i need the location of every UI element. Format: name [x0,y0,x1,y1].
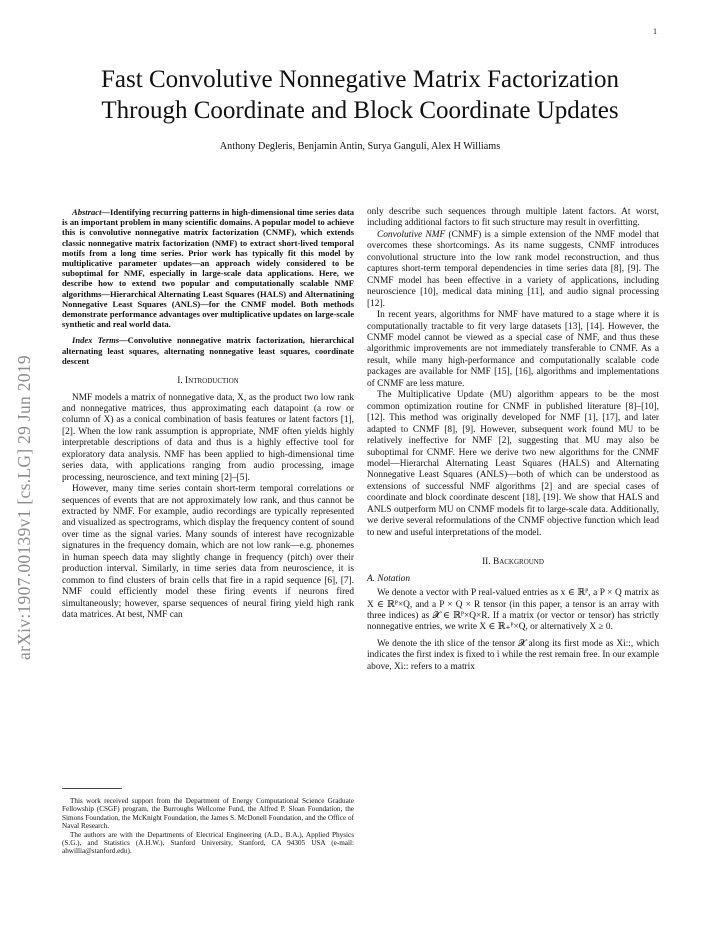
index-terms-text: —Convolutive nonnegative matrix factorization, hierarchical alternating least squares, alternating nonnegative least squares, coordinate descent [62,335,354,366]
footnote-rule [62,788,122,789]
title-line-1: Fast Convolutive Nonnegative Matrix Factorization [101,66,619,93]
arxiv-side-stamp: arXiv:1907.00139v1 [cs.LG] 29 Jun 2019 [14,355,34,660]
cnmf-term: Convolutive NMF [377,229,446,240]
section-heading-introduction: I. Introduction [177,376,239,387]
notation-paragraph-2: We denote the ith slice of the tensor 𝓧 along its first mode as Xi::, which indicates the first index is fixed to i while the rest remain free. In our example above, Xi:: refers to a matrix [367,638,659,672]
paper-title [40,64,680,126]
title-line-2: Through Coordinate and Block Coordinate Updates [101,97,619,124]
intro-paragraph-6: The Multiplicative Update (MU) algorithm appears to be the most common optimization routine for CNMF in published literature [8]–[10], [12]. This method was originally developed for NMF [1], [17], and later adapted to CNMF [8], [9]. However, subsequent work found MU to be relatively ineffective for NMF [2], suggesting that MU may also be suboptimal for CNMF. Here we derive two new algorithms for the CNMF model—Hierarchal Alternating Least Squares (HALS) and Alternating Nonnegative Least Squares (ANLS)—both of which can be understood as extensions of successful NMF algorithms [2] and are special cases of coordinate and block coordinate descent [18], [19]. We show that HALS and ANLS outperform MU on CNMF models fit to large-scale data. Additionally, we derive several reformulations of the CNMF objective function which lead to new and useful interpretations of the model. [367,390,659,538]
intro-paragraph-1: NMF models a matrix of nonnegative data, X, as the product two low rank and nonnegative matrices, thus approximating each datapoint (a row or column of X) as a conical combination of basis features or latent factors [1], [2]. When the low rank assumption is appropriate, NMF often yields highly interpretable descriptions of data and thus is a highly effective tool for exploratory data analysis. NMF has been applied to high-dimensional time series data, with applications ranging from audio processing, image processing, neuroscience, and text mining [2]–[5]. [62,392,354,483]
page-number: 1 [653,27,657,36]
index-terms-label: Index Terms [72,335,120,346]
subsection-heading-notation: A. Notation [367,573,411,584]
left-column [62,207,354,622]
intro-paragraph-5: In recent years, algorithms for NMF have matured to a stage where it is computationally tractable to fit very large datasets [13], [14]. However, the CNMF model cannot be viewed as a special case of NMF, and thus these algorithmic improvements are not immediately transferable to CNMF. As a result, while many high-performance and computationally scalable code packages are available for NMF [15], [16], algorithms and implementations of CNMF are less mature. [367,310,659,389]
abstract-label: Abstract [72,207,102,217]
footnote-affiliations: The authors are with the Departments of Electrical Engineering (A.D., B.A.), Applied Physics (S.G.), and Statistics (A.H.W.), Stanford University, Stanford, CA 94305 USA (e-mail: ahwillia@stanford.edu). [62,830,354,856]
abstract-text: —Identifying recurring patterns in high-dimensional time series data is an important problem in many scientific domains. A popular model to achieve this is convolutive nonnegative matrix factorization (CNMF), which extends classic nonnegative matrix factorization (NMF) to extract short-lived temporal motifs from a long time series. Prior work has typically fit this model by multiplicative parameter updates—an approach widely considered to be suboptimal for NMF, especially in large-scale data applications. Here, we describe how to extend two popular and computationally scalable NMF algorithms—Hierarchical Alternating Least Squares (HALS) and Alternatining Nonnegative Least Squares (ANLS)—for the CNMF model. Both methods demonstrate performance advantages over multiplicative updates on large-scale synthetic and real world data. [62,207,354,330]
notation-paragraph-1: We denote a vector with P real-valued entries as x ∈ ℝᴾ, a P × Q matrix as X ∈ ℝᴾ×Q, and a P × Q × R tensor (in this paper, a tensor is an array with three indices) as 𝓧 ∈ ℝᴾ×Q×R. If a matrix (or vector or tensor) has strictly nonnegative entries, we write X ∈ ℝ₊ᴾ×Q, or alternatively X ≥ 0. [367,588,659,633]
intro-paragraph-4-text: (CNMF) is a simple extension of the NMF model that overcomes these shortcomings. As its name suggests, CNMF introduces convolutional structure into the low rank model reconstruction, and thus captures short-term temporal dependencies in time series data [8], [9]. The CNMF model has been effective in a variety of applications, including neuroscience [10], medical data mining [11], and audio signal processing [12]. [367,229,659,309]
abstract-block [62,207,354,366]
right-column [367,207,659,673]
intro-paragraph-3: only describe such sequences through multiple latent factors. At worst, including additional factors to fit such structure may result in overfitting. [367,207,659,229]
intro-paragraph-2: However, many time series contain short-term temporal correlations or sequences of events that are not approximately low rank, and thus cannot be extracted by NMF. For example, audio recordings are typically represented and visualized as spectrograms, which display the frequency content of sound over time as the signal varies. Many sounds of interest have recognizable signatures in the frequency domain, which are not low rank—e.g. phonemes in human speech data may slightly change in frequency (pitch) over their production interval. Similarly, in time series data from neuroscience, it is common to find clusters of brain cells that fire in a rapid sequence [6], [7]. NMF could efficiently model these firing events if neurons fired simultaneously; however, sparse sequences of neural firing yield high rank data matrices. At best, NMF can [62,484,354,621]
footnotes [62,797,354,856]
intro-paragraph-4 [367,230,659,310]
footnote-funding: This work received support from the Department of Energy Computational Science Graduate Fellowship (CSGF) program, the Burroughs Wellcome Fund, the Alfred P. Sloan Foundation, the Simons Foundation, the McKnight Foundation, the James S. McDonell Foundation, and the Office of Naval Research. [62,797,354,831]
index-terms-paragraph [62,335,354,366]
section-heading-background: II. Background [482,557,544,568]
abstract-paragraph [62,207,354,329]
author-list: Anthony Degleris, Benjamin Antin, Surya Ganguli, Alex H Williams [219,141,501,152]
